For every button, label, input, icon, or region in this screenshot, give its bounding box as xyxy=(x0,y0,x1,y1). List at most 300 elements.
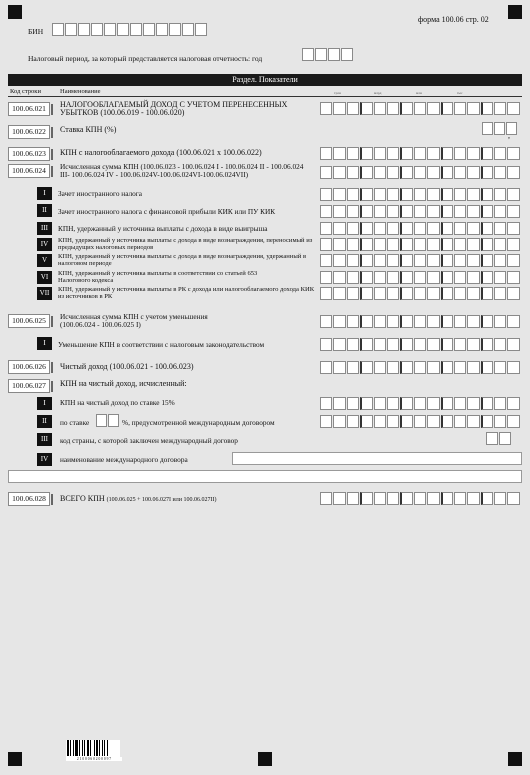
digit-cell[interactable] xyxy=(374,188,386,201)
digit-cell[interactable] xyxy=(400,102,412,115)
digit-cell[interactable] xyxy=(427,238,439,251)
digit-cell[interactable] xyxy=(130,23,142,36)
row-code-026: 100.06.026 xyxy=(8,360,50,374)
digit-cell[interactable] xyxy=(333,338,345,351)
digit-cell[interactable] xyxy=(427,492,439,505)
digit-cell[interactable] xyxy=(320,205,332,218)
digit-cell[interactable] xyxy=(360,397,372,410)
digit-cell[interactable] xyxy=(387,238,399,251)
digit-cell[interactable] xyxy=(169,23,181,36)
digit-cell[interactable] xyxy=(441,271,453,284)
digit-cell[interactable] xyxy=(360,361,372,374)
digit-cell[interactable] xyxy=(481,287,493,300)
digit-cell[interactable] xyxy=(400,492,412,505)
digit-cell[interactable] xyxy=(302,48,314,61)
digit-cell[interactable] xyxy=(320,188,332,201)
digit-cell[interactable] xyxy=(387,492,399,505)
row-label-025-1: Уменьшение КПН в соответствии с налоговым законодательством xyxy=(58,340,265,349)
digit-cell[interactable] xyxy=(454,222,466,235)
digit-cell[interactable] xyxy=(494,166,506,179)
digit-cell[interactable] xyxy=(494,222,506,235)
digit-cell[interactable] xyxy=(374,254,386,267)
digit-cell[interactable] xyxy=(507,361,519,374)
digit-cell[interactable] xyxy=(454,397,466,410)
digit-cell[interactable] xyxy=(347,397,359,410)
row-input-024-1[interactable] xyxy=(320,188,521,201)
digit-cell[interactable] xyxy=(360,102,372,115)
digit-cell[interactable] xyxy=(360,205,372,218)
digit-cell[interactable] xyxy=(387,254,399,267)
digit-cell[interactable] xyxy=(467,315,479,328)
digit-cell[interactable] xyxy=(400,271,412,284)
digit-cell[interactable] xyxy=(360,338,372,351)
digit-cell[interactable] xyxy=(454,287,466,300)
row-input-024-7[interactable] xyxy=(320,287,521,300)
digit-cell[interactable] xyxy=(441,166,453,179)
digit-cell[interactable] xyxy=(360,166,372,179)
digit-cell[interactable] xyxy=(374,205,386,218)
digit-cell[interactable] xyxy=(400,415,412,428)
digit-cell[interactable] xyxy=(117,23,129,36)
row-input-023[interactable] xyxy=(320,147,521,160)
digit-cell[interactable] xyxy=(467,492,479,505)
bin-label: БИН xyxy=(28,27,44,36)
digit-cell[interactable] xyxy=(414,222,426,235)
digit-cell[interactable] xyxy=(441,397,453,410)
digit-cell[interactable] xyxy=(467,188,479,201)
digit-cell[interactable] xyxy=(360,254,372,267)
digit-cell[interactable] xyxy=(374,102,386,115)
digit-cell[interactable] xyxy=(494,188,506,201)
digit-cell[interactable] xyxy=(400,238,412,251)
digit-cell[interactable] xyxy=(374,271,386,284)
row-label-024-1: Зачет иностранного налога xyxy=(58,189,143,198)
digit-cell[interactable] xyxy=(360,271,372,284)
digit-cell[interactable] xyxy=(360,492,372,505)
digit-cell[interactable] xyxy=(347,205,359,218)
digit-cell[interactable] xyxy=(374,287,386,300)
digit-cell[interactable] xyxy=(400,166,412,179)
digit-cell[interactable] xyxy=(333,287,345,300)
digit-cell[interactable] xyxy=(467,397,479,410)
digit-cell[interactable] xyxy=(347,287,359,300)
digit-cell[interactable] xyxy=(441,315,453,328)
digit-cell[interactable] xyxy=(333,147,345,160)
digit-cell[interactable] xyxy=(427,254,439,267)
digit-cell[interactable] xyxy=(441,361,453,374)
digit-cell[interactable] xyxy=(374,361,386,374)
digit-cell[interactable] xyxy=(387,315,399,328)
digit-cell[interactable] xyxy=(414,361,426,374)
digit-cell[interactable] xyxy=(387,361,399,374)
digit-cell[interactable] xyxy=(441,415,453,428)
digit-cell[interactable] xyxy=(360,287,372,300)
row-label-021: НАЛОГООБЛАГАЕМЫЙ ДОХОД С УЧЕТОМ ПЕРЕНЕСЕННЫХ УБЫТКОВ (100.06.019 - 100.06.020) xyxy=(60,100,288,117)
digit-cell[interactable] xyxy=(374,166,386,179)
digit-cell[interactable] xyxy=(441,287,453,300)
digit-cell[interactable] xyxy=(414,271,426,284)
digit-cell[interactable] xyxy=(494,238,506,251)
digit-cell[interactable] xyxy=(360,315,372,328)
digit-cell[interactable] xyxy=(320,287,332,300)
digit-cell[interactable] xyxy=(333,238,345,251)
digit-cell[interactable] xyxy=(454,338,466,351)
digit-cell[interactable] xyxy=(494,361,506,374)
digit-cell[interactable] xyxy=(400,397,412,410)
digit-cell[interactable] xyxy=(494,415,506,428)
digit-cell[interactable] xyxy=(441,238,453,251)
digit-cell[interactable] xyxy=(374,415,386,428)
digit-cell[interactable] xyxy=(320,315,332,328)
digit-cell[interactable] xyxy=(427,222,439,235)
digit-cell[interactable] xyxy=(454,102,466,115)
digit-cell[interactable] xyxy=(374,397,386,410)
digit-cell[interactable] xyxy=(454,361,466,374)
barcode-bar xyxy=(75,740,78,756)
row-label-024-7: КПН, удержанный у источника выплаты в РК с дохода или налогооблагаемого дохода КИК из источников в РК xyxy=(58,286,315,301)
digit-cell[interactable] xyxy=(481,397,493,410)
digit-cell[interactable] xyxy=(400,287,412,300)
row-label-025: Исчисленная сумма КПН с учетом уменьшения (100.06.024 - 100.06.025 I) xyxy=(60,312,208,329)
digit-cell[interactable] xyxy=(507,188,519,201)
digit-cell[interactable] xyxy=(507,222,519,235)
digit-cell[interactable] xyxy=(347,102,359,115)
digit-cell[interactable] xyxy=(507,492,519,505)
digit-cell[interactable] xyxy=(387,415,399,428)
digit-cell[interactable] xyxy=(333,205,345,218)
digit-cell[interactable] xyxy=(414,254,426,267)
digit-cell[interactable] xyxy=(347,271,359,284)
digit-cell[interactable] xyxy=(65,23,77,36)
digit-cell[interactable] xyxy=(481,238,493,251)
digit-cell[interactable] xyxy=(320,102,332,115)
digit-cell[interactable] xyxy=(441,338,453,351)
digit-cell[interactable] xyxy=(427,271,439,284)
digit-cell[interactable] xyxy=(441,188,453,201)
digit-cell[interactable] xyxy=(467,415,479,428)
digit-cell[interactable] xyxy=(494,338,506,351)
digit-cell[interactable] xyxy=(507,102,519,115)
digit-cell[interactable] xyxy=(414,166,426,179)
digit-cell[interactable] xyxy=(467,205,479,218)
digit-cell[interactable] xyxy=(387,271,399,284)
digit-cell[interactable] xyxy=(427,397,439,410)
row-input-028[interactable] xyxy=(320,492,521,505)
digit-cell[interactable] xyxy=(414,205,426,218)
digit-cell[interactable] xyxy=(414,102,426,115)
digit-cell[interactable] xyxy=(333,254,345,267)
digit-cell[interactable] xyxy=(387,102,399,115)
digit-cell[interactable] xyxy=(427,166,439,179)
digit-cell[interactable] xyxy=(387,188,399,201)
barcode-bar xyxy=(107,740,108,756)
digit-cell[interactable] xyxy=(333,492,345,505)
digit-cell[interactable] xyxy=(341,48,353,61)
digit-cell[interactable] xyxy=(333,271,345,284)
digit-cell[interactable] xyxy=(387,222,399,235)
digit-cell[interactable] xyxy=(320,147,332,160)
bin-input[interactable] xyxy=(52,23,208,36)
digit-cell[interactable] xyxy=(387,338,399,351)
row-input-022[interactable] xyxy=(482,122,518,135)
digit-cell[interactable] xyxy=(320,238,332,251)
digit-cell[interactable] xyxy=(320,492,332,505)
row-input-025[interactable] xyxy=(320,315,521,328)
row-label-028 xyxy=(60,495,216,504)
digit-cell[interactable] xyxy=(333,188,345,201)
digit-cell[interactable] xyxy=(374,238,386,251)
digit-cell[interactable] xyxy=(454,415,466,428)
digit-cell[interactable] xyxy=(320,397,332,410)
digit-cell[interactable] xyxy=(481,271,493,284)
digit-cell[interactable] xyxy=(481,166,493,179)
digit-cell[interactable] xyxy=(481,415,493,428)
digit-cell[interactable] xyxy=(414,415,426,428)
digit-cell[interactable] xyxy=(454,315,466,328)
digit-cell[interactable] xyxy=(414,147,426,160)
digit-cell[interactable] xyxy=(481,338,493,351)
digit-cell[interactable] xyxy=(454,147,466,160)
digit-cell[interactable] xyxy=(347,415,359,428)
row-input-027-3-country[interactable] xyxy=(486,432,512,445)
digit-cell[interactable] xyxy=(467,361,479,374)
digit-cell[interactable] xyxy=(454,254,466,267)
digit-cell[interactable] xyxy=(507,287,519,300)
digit-cell[interactable] xyxy=(360,147,372,160)
digit-cell[interactable] xyxy=(507,238,519,251)
row-input-024-3[interactable] xyxy=(320,222,521,235)
digit-cell[interactable] xyxy=(427,188,439,201)
digit-cell[interactable] xyxy=(195,23,207,36)
digit-cell[interactable] xyxy=(481,361,493,374)
digit-cell[interactable] xyxy=(333,415,345,428)
digit-cell[interactable] xyxy=(387,147,399,160)
row-input-024-6[interactable] xyxy=(320,271,521,284)
digit-cell[interactable] xyxy=(414,397,426,410)
digit-cell[interactable] xyxy=(400,315,412,328)
digit-cell[interactable] xyxy=(320,254,332,267)
digit-cell[interactable] xyxy=(467,147,479,160)
row-input-026[interactable] xyxy=(320,361,521,374)
digit-cell[interactable] xyxy=(507,254,519,267)
digit-cell[interactable] xyxy=(374,147,386,160)
digit-cell[interactable] xyxy=(481,205,493,218)
row-input-025-1[interactable] xyxy=(320,338,521,351)
digit-cell[interactable] xyxy=(494,492,506,505)
digit-cell[interactable] xyxy=(400,222,412,235)
digit-cell[interactable] xyxy=(156,23,168,36)
digit-cell[interactable] xyxy=(494,315,506,328)
digit-cell[interactable] xyxy=(467,102,479,115)
digit-cell[interactable] xyxy=(347,238,359,251)
digit-cell[interactable] xyxy=(78,23,90,36)
digit-cell[interactable] xyxy=(320,415,332,428)
digit-cell[interactable] xyxy=(507,147,519,160)
barcode-bar xyxy=(99,740,100,756)
digit-cell[interactable] xyxy=(182,23,194,36)
digit-cell[interactable] xyxy=(481,102,493,115)
row-label-024: Исчисленная сумма КПН (100.06.023 - 100.06.024 I - 100.06.024 II - 100.06.024 III- 100.06.024 IV - 100.06.024V-100.06.024VI-100.06.024VII) xyxy=(60,162,304,179)
digit-cell[interactable] xyxy=(400,147,412,160)
digit-cell[interactable] xyxy=(320,222,332,235)
row-code-024: 100.06.024 xyxy=(8,164,50,178)
digit-cell[interactable] xyxy=(414,238,426,251)
digit-cell[interactable] xyxy=(427,315,439,328)
digit-cell[interactable] xyxy=(387,205,399,218)
digit-cell[interactable] xyxy=(494,287,506,300)
row-input-024-5[interactable] xyxy=(320,254,521,267)
digit-cell[interactable] xyxy=(454,238,466,251)
digit-cell[interactable] xyxy=(494,271,506,284)
digit-cell[interactable] xyxy=(328,48,340,61)
digit-cell[interactable] xyxy=(387,397,399,410)
digit-cell[interactable] xyxy=(414,492,426,505)
digit-cell[interactable] xyxy=(507,205,519,218)
row-input-024[interactable] xyxy=(320,166,521,179)
digit-cell[interactable] xyxy=(427,415,439,428)
digit-cell[interactable] xyxy=(427,287,439,300)
digit-cell[interactable] xyxy=(320,361,332,374)
digit-cell[interactable] xyxy=(414,188,426,201)
digit-cell[interactable] xyxy=(467,287,479,300)
digit-cell[interactable] xyxy=(454,271,466,284)
digit-cell[interactable] xyxy=(507,338,519,351)
digit-cell[interactable] xyxy=(320,271,332,284)
digit-cell[interactable] xyxy=(454,166,466,179)
digit-cell[interactable] xyxy=(441,492,453,505)
digit-cell[interactable] xyxy=(374,315,386,328)
digit-cell[interactable] xyxy=(507,166,519,179)
digit-cell[interactable] xyxy=(427,147,439,160)
digit-cell[interactable] xyxy=(414,315,426,328)
digit-cell[interactable] xyxy=(494,205,506,218)
row-code-023: 100.06.023 xyxy=(8,147,50,161)
digit-cell[interactable] xyxy=(454,188,466,201)
digit-cell[interactable] xyxy=(494,147,506,160)
digit-cell[interactable] xyxy=(315,48,327,61)
digit-cell[interactable] xyxy=(374,338,386,351)
digit-cell[interactable] xyxy=(481,188,493,201)
row-input-024-4[interactable] xyxy=(320,238,521,251)
treaty-name-input-continued[interactable] xyxy=(8,470,522,483)
row-code-021: 100.06.021 xyxy=(8,102,50,116)
digit-cell[interactable] xyxy=(481,222,493,235)
digit-cell[interactable] xyxy=(427,102,439,115)
row-input-027-2[interactable] xyxy=(320,415,521,428)
digit-cell[interactable] xyxy=(347,338,359,351)
digit-cell[interactable] xyxy=(143,23,155,36)
digit-cell[interactable] xyxy=(333,102,345,115)
digit-cell[interactable] xyxy=(481,492,493,505)
digit-cell[interactable] xyxy=(467,238,479,251)
digit-cell[interactable] xyxy=(467,271,479,284)
digit-cell[interactable] xyxy=(507,315,519,328)
digit-cell[interactable] xyxy=(494,102,506,115)
digit-cell[interactable] xyxy=(347,147,359,160)
digit-cell[interactable] xyxy=(441,102,453,115)
digit-cell[interactable] xyxy=(507,415,519,428)
digit-cell[interactable] xyxy=(481,147,493,160)
digit-cell[interactable] xyxy=(347,222,359,235)
digit-cell[interactable] xyxy=(467,338,479,351)
digit-cell[interactable] xyxy=(347,166,359,179)
row-label-024-3: КПН, удержанный у источника выплаты с дохода в виде выигрыша xyxy=(58,224,268,233)
digit-cell[interactable] xyxy=(400,254,412,267)
digit-cell[interactable] xyxy=(481,254,493,267)
digit-cell[interactable] xyxy=(454,205,466,218)
barcode-bar xyxy=(70,740,71,756)
row-input-027-1[interactable] xyxy=(320,397,521,410)
digit-cell[interactable] xyxy=(320,166,332,179)
digit-cell[interactable] xyxy=(347,188,359,201)
digit-cell[interactable] xyxy=(347,315,359,328)
digit-cell[interactable] xyxy=(467,166,479,179)
digit-cell[interactable] xyxy=(400,188,412,201)
digit-cell[interactable] xyxy=(441,222,453,235)
digit-cell[interactable] xyxy=(52,23,64,36)
digit-cell[interactable] xyxy=(320,338,332,351)
digit-cell[interactable] xyxy=(427,361,439,374)
digit-cell[interactable] xyxy=(467,254,479,267)
digit-cell[interactable] xyxy=(333,315,345,328)
digit-cell[interactable] xyxy=(347,254,359,267)
digit-cell[interactable] xyxy=(467,222,479,235)
digit-cell[interactable] xyxy=(347,492,359,505)
digit-cell[interactable] xyxy=(360,415,372,428)
digit-cell[interactable] xyxy=(507,397,519,410)
digit-cell[interactable] xyxy=(104,23,116,36)
row-input-027-2-rate[interactable] xyxy=(96,414,120,427)
row-input-024-2[interactable] xyxy=(320,205,521,218)
digit-cell[interactable] xyxy=(494,397,506,410)
digit-cell[interactable] xyxy=(494,254,506,267)
digit-cell[interactable] xyxy=(333,166,345,179)
digit-cell[interactable] xyxy=(387,287,399,300)
digit-cell[interactable] xyxy=(481,315,493,328)
digit-cell[interactable] xyxy=(414,338,426,351)
treaty-name-input[interactable] xyxy=(232,452,522,465)
digit-cell[interactable] xyxy=(360,188,372,201)
digit-cell[interactable] xyxy=(91,23,103,36)
digit-cell[interactable] xyxy=(333,397,345,410)
digit-cell[interactable] xyxy=(441,205,453,218)
row-input-021[interactable] xyxy=(320,102,521,115)
digit-cell[interactable] xyxy=(360,222,372,235)
row-code-022: 100.06.022 xyxy=(8,125,50,139)
registration-mark-bottom-left xyxy=(8,752,22,766)
digit-cell[interactable] xyxy=(374,492,386,505)
digit-cell[interactable] xyxy=(441,254,453,267)
digit-cell[interactable] xyxy=(374,222,386,235)
digit-cell[interactable] xyxy=(347,361,359,374)
digit-cell[interactable] xyxy=(400,361,412,374)
digit-cell[interactable] xyxy=(333,361,345,374)
digit-cell[interactable] xyxy=(400,338,412,351)
digit-cell[interactable] xyxy=(507,271,519,284)
digit-cell[interactable] xyxy=(414,287,426,300)
digit-cell[interactable] xyxy=(427,338,439,351)
digit-cell[interactable] xyxy=(427,205,439,218)
row-label-028-main: ВСЕГО КПН xyxy=(60,494,105,503)
digit-cell[interactable] xyxy=(387,166,399,179)
digit-cell[interactable] xyxy=(441,147,453,160)
digit-cell[interactable] xyxy=(454,492,466,505)
tax-year-input[interactable] xyxy=(302,48,354,61)
digit-cell[interactable] xyxy=(360,238,372,251)
digit-cell[interactable] xyxy=(333,222,345,235)
digit-cell[interactable] xyxy=(400,205,412,218)
row-num-027-4: IV xyxy=(37,453,52,466)
